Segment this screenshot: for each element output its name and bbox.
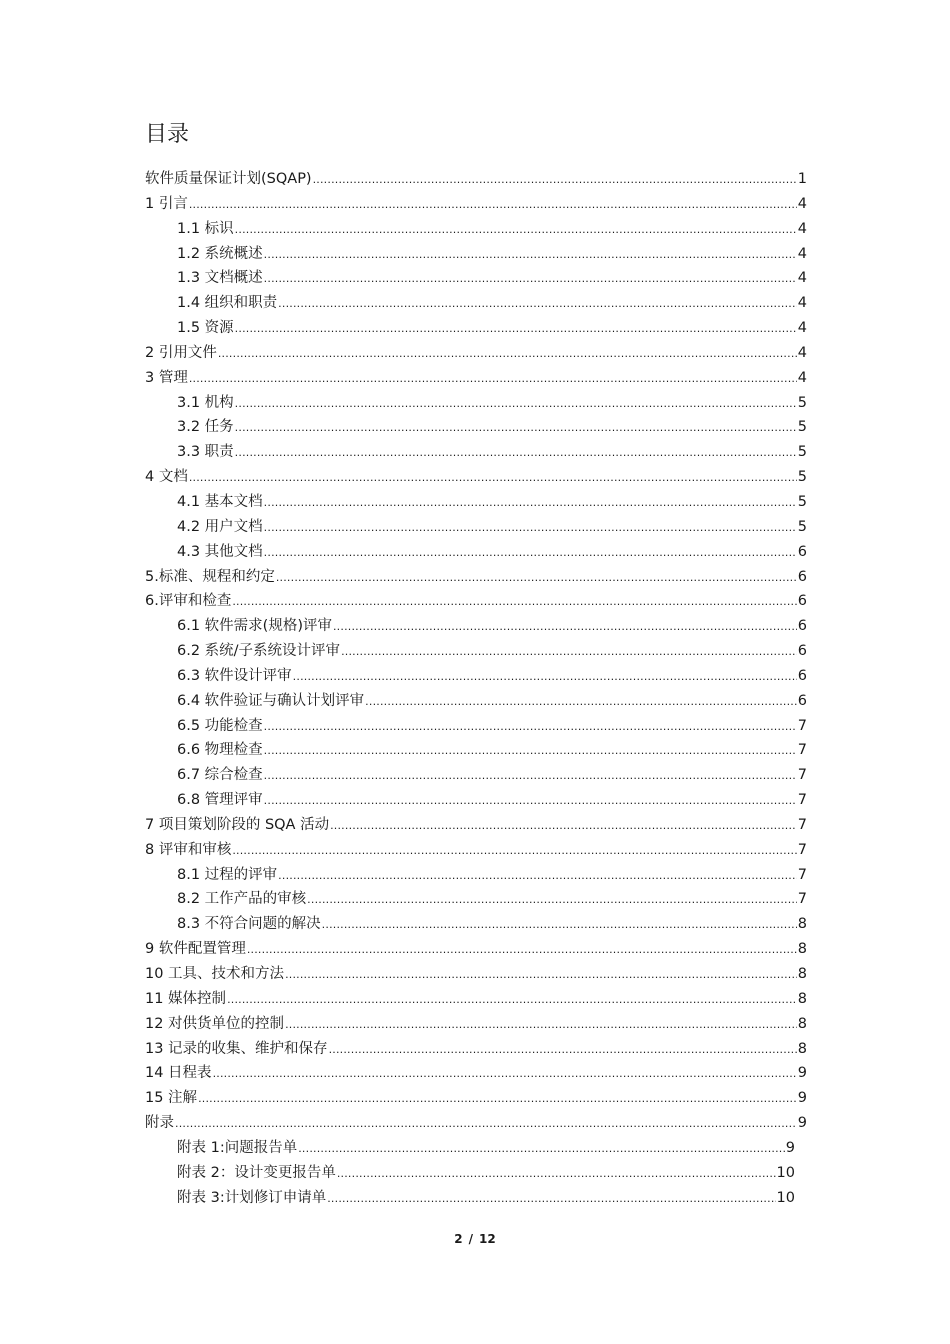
toc-entry-title: 15 注解: [145, 1090, 198, 1107]
toc-entry[interactable]: [145, 1061, 807, 1086]
toc-entry-title: 附表 1:问题报告单: [177, 1139, 298, 1156]
toc-entry-page-number: 5: [797, 444, 807, 461]
toc-entry[interactable]: [145, 813, 807, 838]
toc-entry[interactable]: [145, 887, 807, 912]
toc-entry[interactable]: [145, 1012, 807, 1037]
toc-dot-leader: [298, 1136, 785, 1161]
toc-entry[interactable]: [145, 689, 807, 714]
toc-dot-leader: [232, 838, 796, 863]
current-page-number: 2: [454, 1232, 463, 1246]
toc-entry-title: 6.4 软件验证与确认计划评审: [177, 692, 365, 709]
toc-entry[interactable]: [145, 664, 807, 689]
toc-dot-leader: [330, 813, 797, 838]
toc-entry[interactable]: [145, 291, 807, 316]
toc-entry[interactable]: [145, 415, 807, 440]
toc-entry-page-number: 5: [797, 394, 807, 411]
toc-entry[interactable]: [145, 639, 807, 664]
toc-entry-page-number: 9: [797, 1115, 807, 1132]
toc-entry-title: 4 文档: [145, 469, 188, 486]
toc-heading-text: 目录: [145, 122, 190, 147]
toc-entry-title: 5.标准、规程和约定: [145, 568, 275, 585]
toc-dot-leader: [333, 614, 797, 639]
toc-dot-leader: [235, 391, 797, 416]
toc-entry-title: 6.3 软件设计评审: [177, 667, 292, 684]
toc-dot-leader: [247, 937, 797, 962]
toc-entry[interactable]: [145, 366, 807, 391]
toc-entry-title: 8.3 不符合问题的解决: [177, 916, 321, 933]
toc-entry[interactable]: [145, 937, 807, 962]
toc-dot-leader: [293, 664, 797, 689]
toc-entry[interactable]: [145, 912, 807, 937]
toc-entry-title: 8.1 过程的评审: [177, 866, 278, 883]
toc-entry[interactable]: [145, 838, 807, 863]
total-page-count: 12: [479, 1232, 496, 1246]
toc-entry-page-number: 4: [797, 245, 807, 262]
toc-entry-page-number: 6: [797, 543, 807, 560]
toc-entry-title: 1 引言: [145, 195, 188, 212]
toc-entry[interactable]: [145, 738, 807, 763]
toc-entry-page-number: 4: [797, 369, 807, 386]
toc-dot-leader: [276, 565, 797, 590]
toc-dot-leader: [235, 316, 797, 341]
toc-entry-page-number: 4: [797, 320, 807, 337]
toc-entry[interactable]: [145, 763, 807, 788]
toc-entry-title: 9 软件配置管理: [145, 941, 246, 958]
toc-entry[interactable]: [145, 589, 807, 614]
toc-entry-page-number: 8: [797, 990, 807, 1007]
toc-entry[interactable]: [145, 614, 807, 639]
toc-dot-leader: [264, 738, 797, 763]
toc-entry-page-number: 5: [797, 419, 807, 436]
toc-entry-title: 1.3 文档概述: [177, 270, 263, 287]
toc-entry[interactable]: [145, 465, 807, 490]
toc-entry[interactable]: [145, 540, 807, 565]
page-separator: /: [468, 1232, 474, 1246]
toc-entry-page-number: 8: [797, 966, 807, 982]
toc-entry-page-number: 6: [797, 643, 807, 660]
toc-dot-leader: [285, 962, 797, 987]
toc-entry-page-number: 7: [797, 891, 807, 908]
toc-entry-page-number: 7: [797, 841, 807, 858]
toc-entry[interactable]: [145, 1086, 807, 1111]
toc-entry-page-number: 8: [797, 1015, 807, 1032]
toc-entry-title: 8.2 工作产品的审核: [177, 891, 307, 908]
toc-entry-title: 7 项目策划阶段的 SQA 活动: [145, 816, 330, 833]
toc-dot-leader: [307, 887, 797, 912]
toc-dot-leader: [235, 217, 797, 242]
toc-entry-page-number: 10: [776, 1189, 795, 1206]
toc-entry[interactable]: [145, 341, 807, 366]
toc-entry[interactable]: [145, 266, 807, 291]
toc-entry-title: 12 对供货单位的控制: [145, 1015, 285, 1032]
toc-entry-page-number: 6: [797, 667, 807, 684]
toc-dot-leader: [322, 912, 797, 937]
toc-entry-page-number: 4: [797, 195, 807, 212]
toc-entry-page-number: 9: [797, 1090, 807, 1107]
toc-entry-page-number: 5: [797, 469, 807, 486]
toc-dot-leader: [235, 440, 797, 465]
toc-dot-leader: [264, 490, 797, 515]
toc-entry[interactable]: [145, 1111, 807, 1136]
toc-dot-leader: [264, 266, 797, 291]
toc-entry[interactable]: [145, 1037, 807, 1062]
toc-dot-leader: [264, 540, 797, 565]
toc-entry-page-number: 8: [797, 941, 807, 958]
toc-dot-leader: [285, 1012, 797, 1037]
toc-entry[interactable]: [145, 217, 807, 242]
toc-entry-title: 6.8 管理评审: [177, 792, 263, 809]
toc-entry-title: 10 工具、技术和方法: [145, 966, 285, 982]
toc-entry-title: 11 媒体控制: [145, 990, 227, 1007]
toc-entry[interactable]: [145, 714, 807, 739]
toc-dot-leader: [337, 1161, 776, 1186]
toc-entry[interactable]: [145, 316, 807, 341]
toc-dot-leader: [278, 863, 797, 888]
toc-entry-title: 3.1 机构: [177, 394, 234, 411]
toc-dot-leader: [327, 1186, 775, 1211]
toc-entry-title: 1.5 资源: [177, 320, 234, 337]
toc-entry-page-number: 4: [797, 344, 807, 361]
toc-entry-page-number: 4: [797, 295, 807, 312]
toc-entry-page-number: 6: [797, 692, 807, 709]
toc-dot-leader: [218, 341, 797, 366]
toc-entry[interactable]: [145, 863, 807, 888]
toc-entry-title: 4.2 用户文档: [177, 518, 263, 535]
toc-entry[interactable]: [145, 490, 807, 515]
toc-entry[interactable]: [145, 1161, 807, 1186]
toc-entry-title: 13 记录的收集、维护和保存: [145, 1040, 328, 1057]
toc-entry-page-number: 1: [797, 171, 807, 187]
toc-dot-leader: [189, 192, 797, 217]
toc-entry-title: 1.1 标识: [177, 220, 234, 237]
toc-entry-title: 软件质量保证计划(SQAP): [145, 171, 312, 187]
toc-dot-leader: [329, 1037, 797, 1062]
page-footer: [0, 1232, 950, 1246]
toc-entry[interactable]: [145, 440, 807, 465]
toc-entry-title: 附录: [145, 1115, 174, 1132]
toc-heading: [145, 120, 189, 150]
toc-list: [145, 167, 807, 1210]
toc-dot-leader: [232, 589, 796, 614]
toc-entry-title: 1.4 组织和职责: [177, 295, 278, 312]
toc-dot-leader: [264, 515, 797, 540]
toc-entry-page-number: 7: [797, 767, 807, 784]
toc-entry-page-number: 5: [797, 493, 807, 510]
toc-entry[interactable]: [145, 962, 807, 987]
toc-dot-leader: [313, 167, 797, 192]
toc-entry-page-number: 7: [797, 717, 807, 734]
toc-entry-page-number: 6: [797, 568, 807, 585]
toc-dot-leader: [213, 1061, 797, 1086]
toc-entry-page-number: 7: [797, 816, 807, 833]
toc-entry[interactable]: [145, 167, 807, 192]
toc-dot-leader: [365, 689, 797, 714]
toc-entry-page-number: 6: [797, 593, 807, 610]
toc-entry-title: 1.2 系统概述: [177, 245, 263, 262]
toc-entry-page-number: 8: [797, 916, 807, 933]
toc-entry-title: 6.7 综合检查: [177, 767, 263, 784]
toc-dot-leader: [278, 291, 797, 316]
toc-entry[interactable]: [145, 192, 807, 217]
toc-entry-page-number: 9: [785, 1139, 795, 1156]
toc-entry[interactable]: [145, 1136, 807, 1161]
toc-entry-page-number: 8: [797, 1040, 807, 1057]
toc-entry-page-number: 10: [776, 1164, 795, 1181]
toc-entry[interactable]: [145, 565, 807, 590]
toc-entry-title: 3.2 任务: [177, 419, 234, 436]
toc-dot-leader: [341, 639, 797, 664]
toc-entry-title: 4.3 其他文档: [177, 543, 263, 560]
toc-entry-title: 14 日程表: [145, 1065, 212, 1082]
toc-dot-leader: [189, 465, 797, 490]
toc-entry-title: 附表 3:计划修订申请单: [177, 1189, 327, 1206]
toc-entry-title: 8 评审和审核: [145, 841, 232, 858]
toc-entry-page-number: 4: [797, 220, 807, 237]
toc-entry-page-number: 6: [797, 618, 807, 635]
toc-entry[interactable]: [145, 242, 807, 267]
toc-entry-title: 3.3 职责: [177, 444, 234, 461]
toc-dot-leader: [235, 415, 797, 440]
toc-entry-title: 4.1 基本文档: [177, 493, 263, 510]
toc-entry-title: 6.评审和检查: [145, 593, 232, 610]
toc-dot-leader: [264, 788, 797, 813]
toc-dot-leader: [264, 242, 797, 267]
toc-entry-title: 6.2 系统/子系统设计评审: [177, 643, 341, 660]
toc-entry-page-number: 4: [797, 270, 807, 287]
toc-dot-leader: [264, 763, 797, 788]
toc-entry-page-number: 7: [797, 866, 807, 883]
toc-entry-title: 2 引用文件: [145, 344, 217, 361]
toc-entry-title: 6.5 功能检查: [177, 717, 263, 734]
toc-entry-page-number: 7: [797, 742, 807, 759]
toc-dot-leader: [189, 366, 797, 391]
toc-entry[interactable]: [145, 987, 807, 1012]
toc-dot-leader: [264, 714, 797, 739]
toc-dot-leader: [198, 1086, 797, 1111]
toc-entry-page-number: 5: [797, 518, 807, 535]
toc-entry-page-number: 7: [797, 792, 807, 809]
toc-entry-title: 6.6 物理检查: [177, 742, 263, 759]
toc-entry[interactable]: [145, 1186, 807, 1211]
toc-entry[interactable]: [145, 788, 807, 813]
toc-entry-title: 附表 2：设计变更报告单: [177, 1164, 336, 1181]
toc-entry[interactable]: [145, 515, 807, 540]
toc-entry-title: 6.1 软件需求(规格)评审: [177, 618, 332, 635]
toc-entry-title: 3 管理: [145, 369, 188, 386]
toc-dot-leader: [227, 987, 797, 1012]
toc-dot-leader: [175, 1111, 797, 1136]
toc-entry[interactable]: [145, 391, 807, 416]
toc-entry-page-number: 9: [797, 1065, 807, 1082]
